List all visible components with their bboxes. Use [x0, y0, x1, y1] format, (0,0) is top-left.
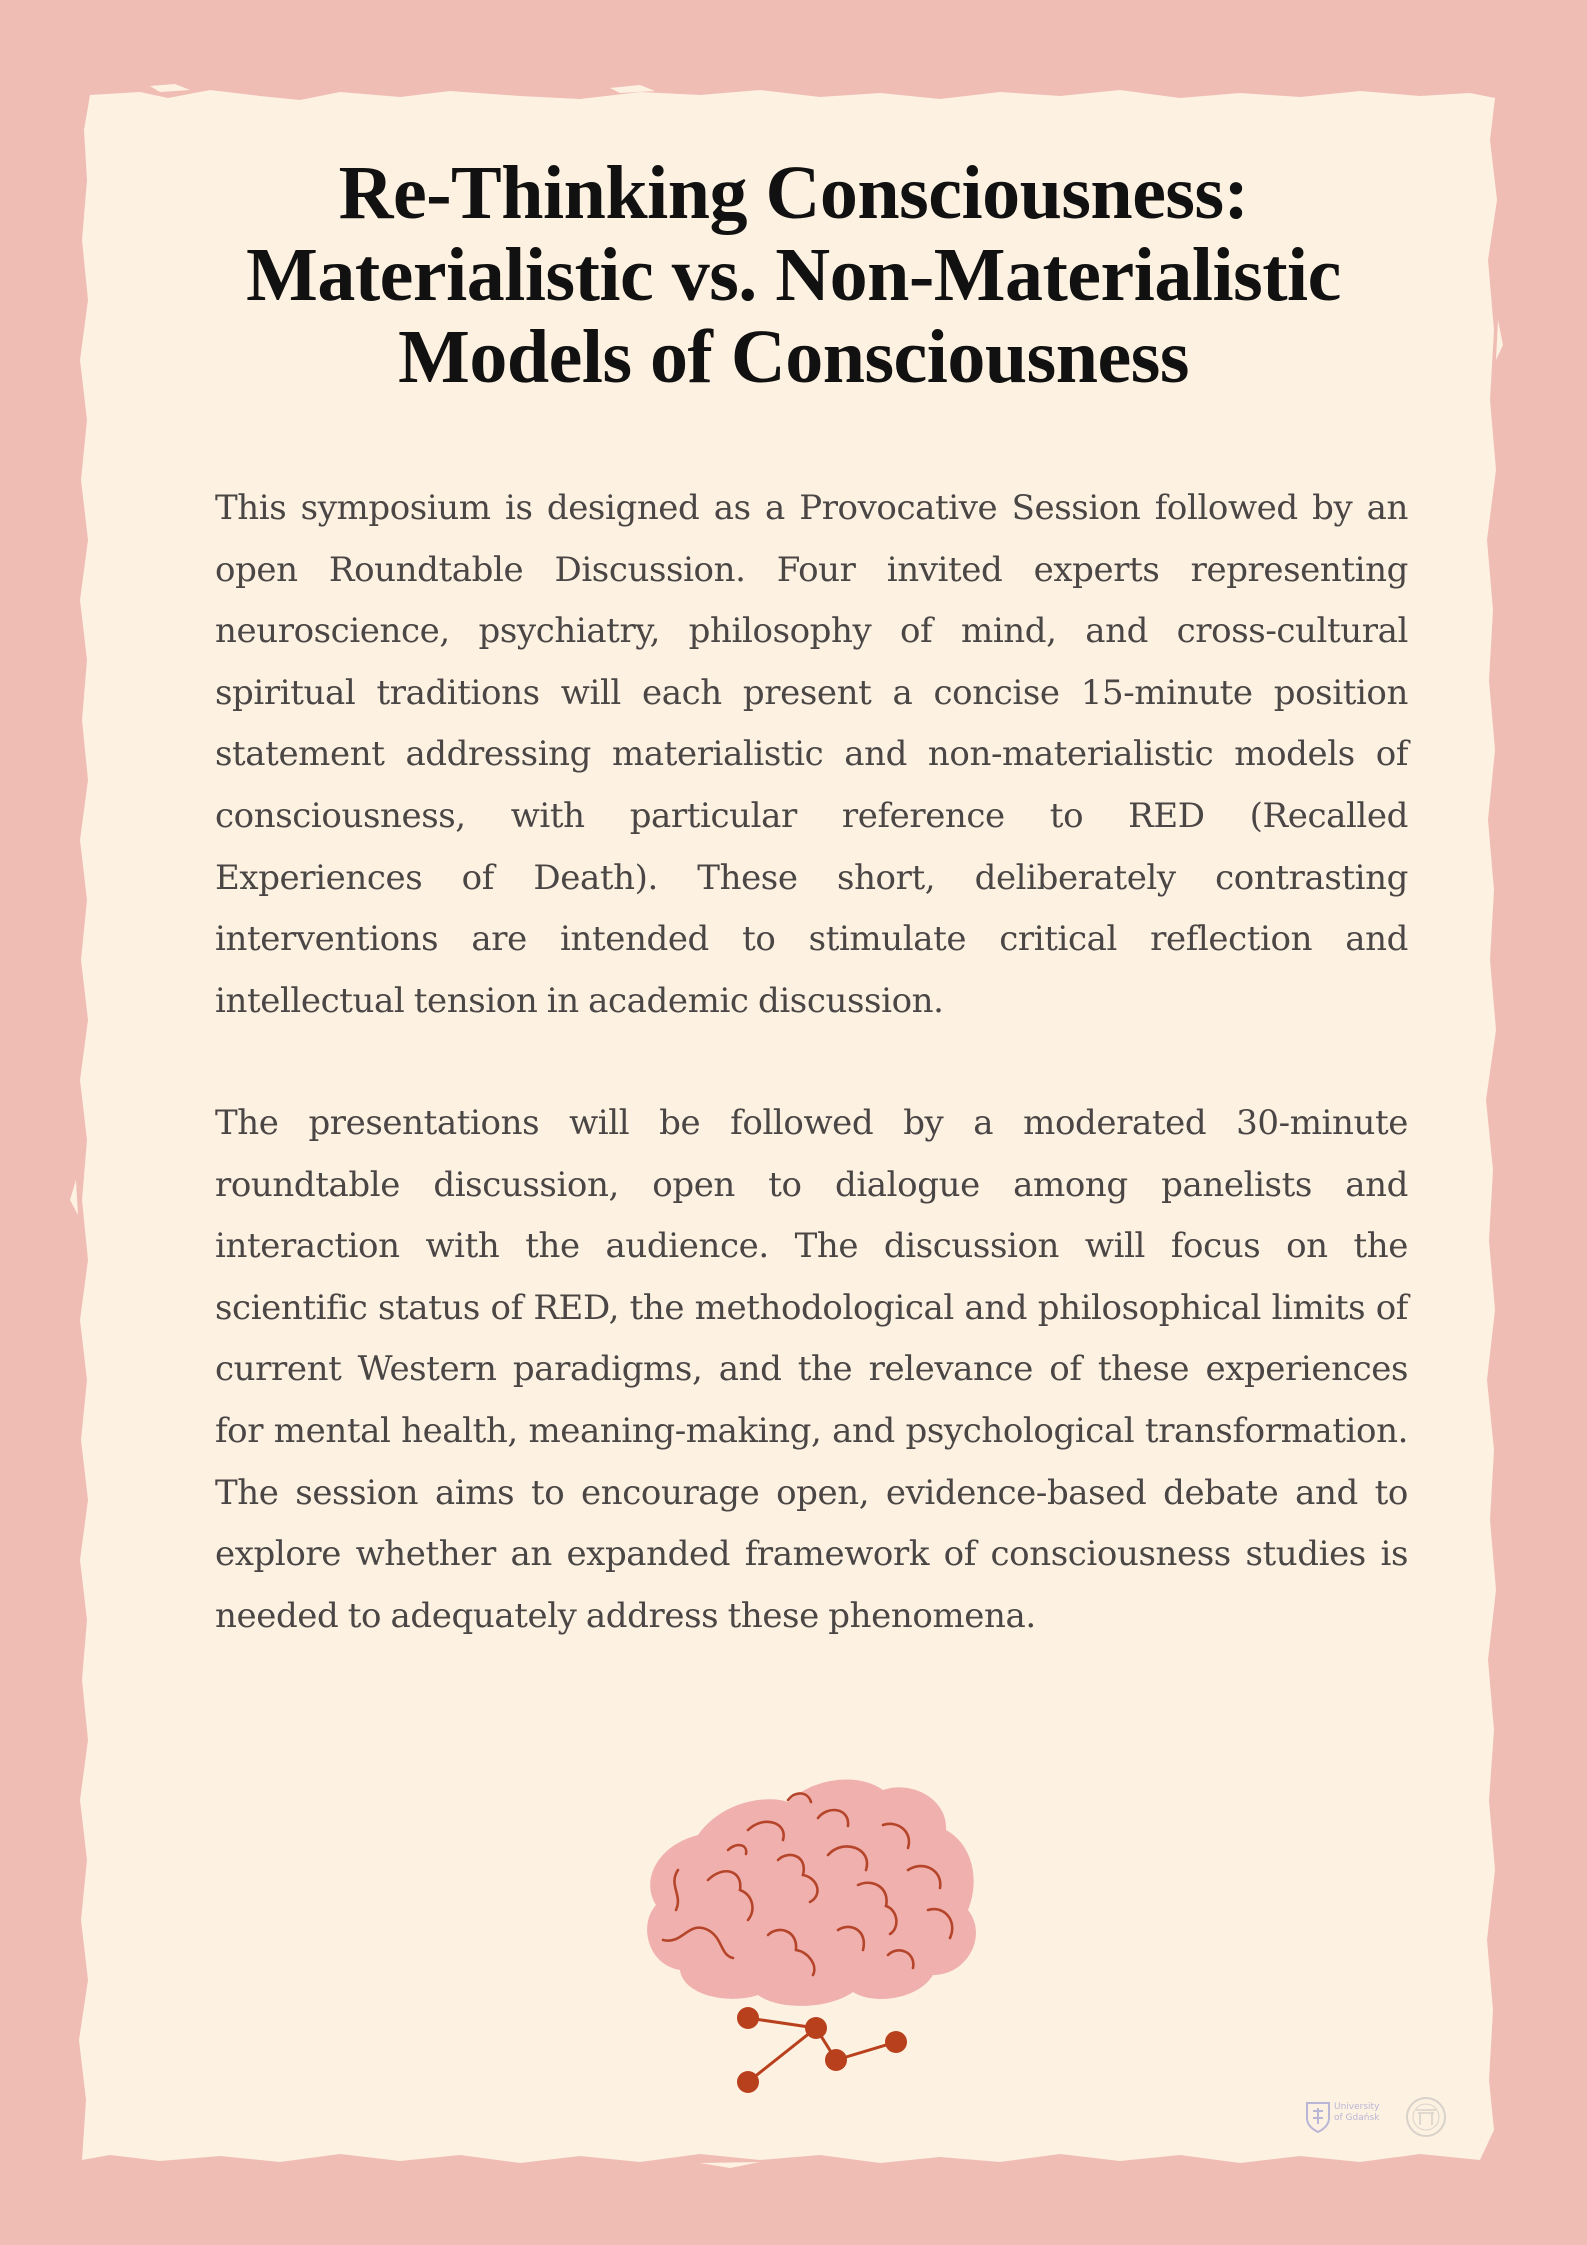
university-crest-icon [1304, 2100, 1332, 2134]
discussion-paragraph: The presentations will be followed by a moderated 30-minute roundtable discussion, open to dialogue among panelists and interaction with the audience. The discussion will focus on the scientific status of RED, the methodological and philosophical limits of current Western paradigms, and the relevance of these experiences for mental health, meaning-making, and psychological transformation. The session aims to encourage open, evidence-based debate and to explore whether an expanded framework of consciousness studies is needed to adequately address these phenomena. [215, 1103, 1408, 1636]
title-line: Re-Thinking Consciousness: [338, 151, 1249, 235]
intro-paragraph: This symposium is designed as a Provocative Session followed by an open Roundtable Discussion. Four invited experts representing neuroscience, psychiatry, philosophy of mind, and cross-cultural spiritual traditions will each present a concise 15-minute position statement addressing materialistic and non-materialistic models of consciousness, with particular reference to RED (Recalled Experiences of Death). These short, deliberately contrasting interventions are intended to stimulate critical reflection and intellectual tension in academic discussion. [215, 488, 1408, 1021]
university-name: University of Gdańsk [1334, 2102, 1380, 2123]
title-line: Models of Consciousness [398, 315, 1189, 399]
poster-title [150, 152, 1437, 398]
brain-icon [628, 1760, 1008, 2100]
partner-logos [1300, 2090, 1450, 2144]
circular-seal-icon [1404, 2095, 1448, 2139]
title-line: Materialistic vs. Non-Materialistic [246, 233, 1341, 317]
